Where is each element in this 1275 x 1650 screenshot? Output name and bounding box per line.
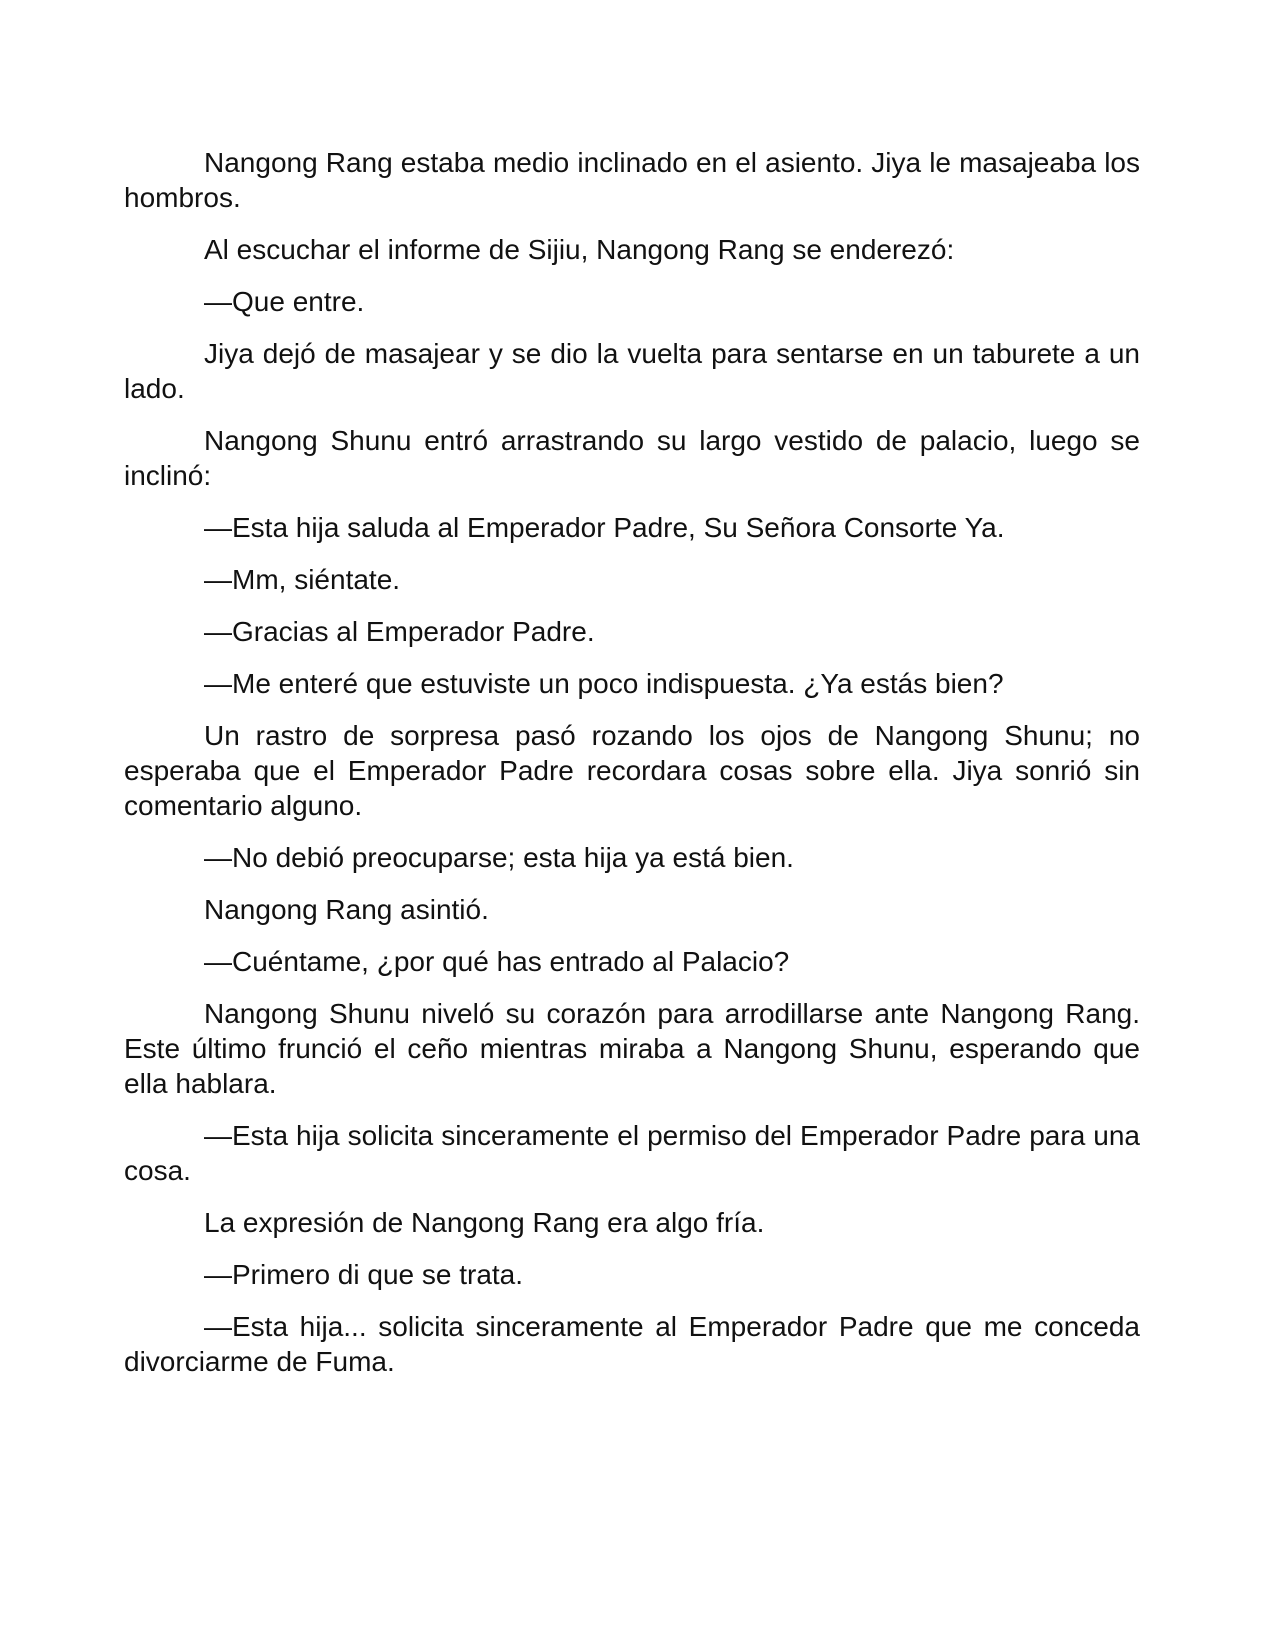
paragraph: —Esta hija saluda al Emperador Padre, Su Señora Consorte Ya. <box>204 512 1005 543</box>
paragraph: —Gracias al Emperador Padre. <box>204 616 595 647</box>
paragraph: —Que entre. <box>204 286 365 317</box>
paragraph: —Mm, siéntate. <box>204 564 401 595</box>
paragraph: La expresión de Nangong Rang era algo fría. <box>204 1207 765 1238</box>
paragraph: Nangong Rang estaba medio inclinado en el asiento. Jiya le masajeaba los hombros. <box>124 147 1140 213</box>
paragraph: —Primero di que se trata. <box>204 1259 524 1290</box>
paragraph: —Me enteré que estuviste un poco indispuesta. ¿Ya estás bien? <box>204 668 1004 699</box>
body-text <box>124 145 1140 1396</box>
paragraph: —No debió preocuparse; esta hija ya está bien. <box>204 842 794 873</box>
paragraph: —Cuéntame, ¿por qué has entrado al Palacio? <box>204 946 790 977</box>
paragraph: Nangong Rang asintió. <box>204 894 489 925</box>
paragraph: —Esta hija... solicita sinceramente al Emperador Padre que me conceda divorciarme de Fuma. <box>124 1311 1140 1377</box>
paragraph: Un rastro de sorpresa pasó rozando los ojos de Nangong Shunu; no esperaba que el Emperador Padre recordara cosas sobre ella. Jiya sonrió sin comentario alguno. <box>124 720 1140 821</box>
paragraph: Al escuchar el informe de Sijiu, Nangong Rang se enderezó: <box>204 234 955 265</box>
paragraph: —Esta hija solicita sinceramente el permiso del Emperador Padre para una cosa. <box>124 1120 1140 1186</box>
paragraph: Nangong Shunu niveló su corazón para arrodillarse ante Nangong Rang. Este último frunció el ceño mientras miraba a Nangong Shunu, esperando que ella hablara. <box>124 998 1140 1099</box>
paragraph: Jiya dejó de masajear y se dio la vuelta para sentarse en un taburete a un lado. <box>124 338 1140 404</box>
paragraph: Nangong Shunu entró arrastrando su largo vestido de palacio, luego se inclinó: <box>124 425 1140 491</box>
